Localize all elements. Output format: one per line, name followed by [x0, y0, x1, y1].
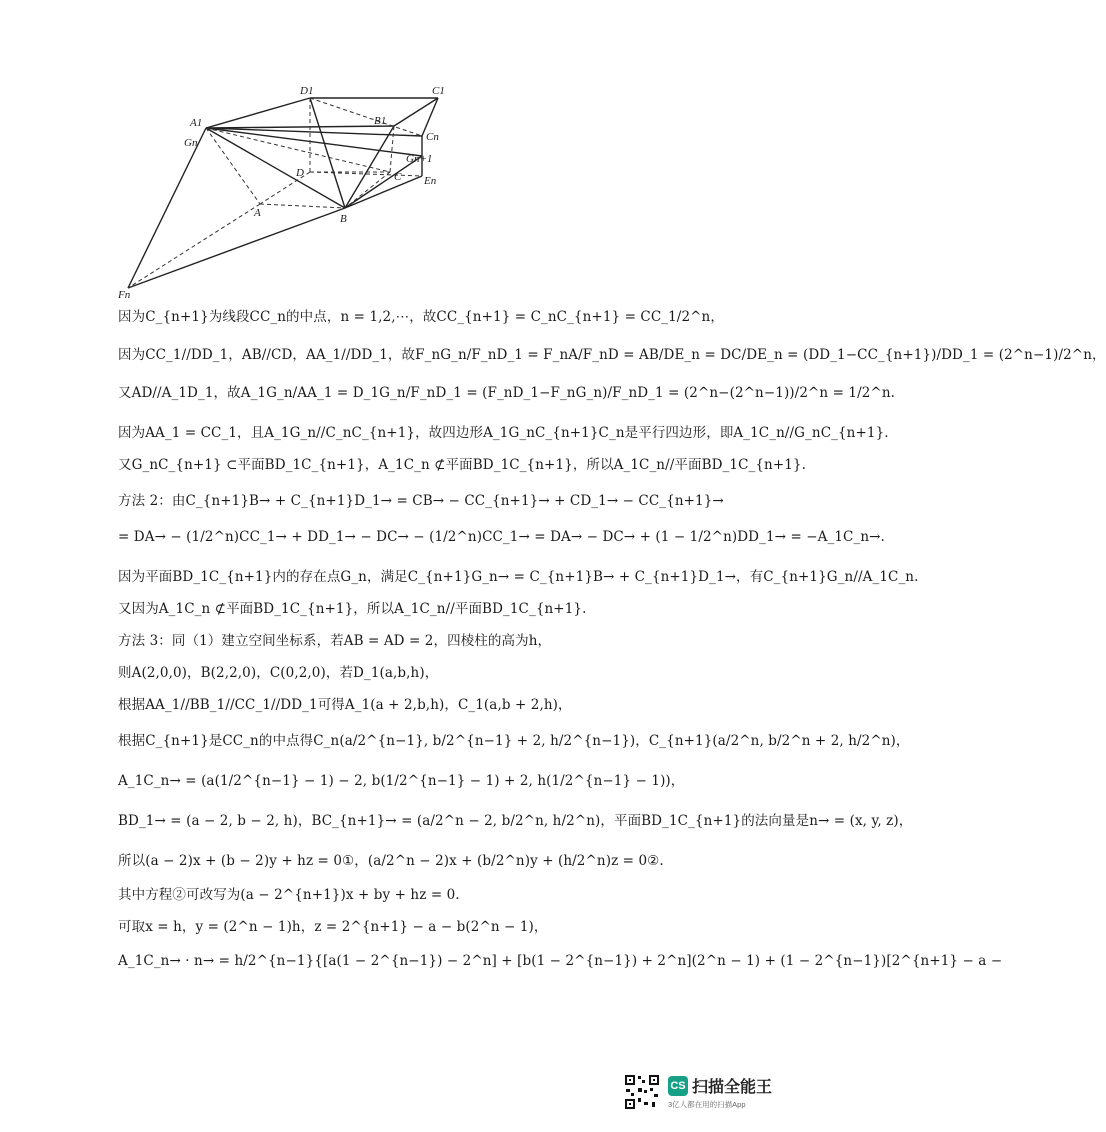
text-line: 又因为A_1C_n ⊄平面BD_1C_{n+1}，所以A_1C_n//平面BD_1C_{n+1}. — [118, 601, 587, 617]
text-line: 根据C_{n+1}是CC_n的中点得C_n(a/2^{n−1}, b/2^{n−1} + 2, h/2^{n−1})，C_{n+1}(a/2^n, b/2^n + 2, h/2^n)， — [118, 733, 910, 749]
prism-diagram — [110, 80, 470, 302]
text-line: = DA→ − (1/2^n)CC_1→ + DD_1→ − DC→ − (1/2^n)CC_1→ = DA→ − DC→ + (1 − 1/2^n)DD_1→ = −A_1C_n→. — [118, 529, 885, 545]
label-Gn1: Gn+1 — [406, 153, 433, 165]
camscanner-logo: CS — [668, 1076, 688, 1096]
label-B1: B1 — [374, 115, 387, 127]
label-C1: C1 — [432, 85, 445, 97]
text-line: 因为AA_1 = CC_1，且A_1G_n//C_nC_{n+1}，故四边形A_1G_nC_{n+1}C_n是平行四边形，即A_1C_n//G_nC_{n+1}. — [118, 425, 889, 441]
text-line: 又AD//A_1D_1，故A_1G_n/AA_1 = D_1G_n/F_nD_1 = (F_nD_1−F_nG_n)/F_nD_1 = (2^n−(2^n−1))/2^n = 1/2^n. — [118, 385, 896, 401]
label-B: B — [340, 213, 347, 225]
brand-name: 扫描全能王 — [692, 1079, 773, 1096]
text-line: 则A(2,0,0)，B(2,2,0)，C(0,2,0)，若D_1(a,b,h)， — [118, 665, 439, 681]
label-D1: D1 — [300, 85, 314, 97]
label-D: D — [296, 167, 304, 179]
text-line: 方法 3：同（1）建立空间坐标系，若AB = AD = 2，四棱柱的高为h， — [118, 633, 552, 649]
text-line: 因为C_{n+1}为线段CC_n的中点，n = 1,2,⋯，故CC_{n+1} = C_nC_{n+1} = CC_1/2^n， — [118, 309, 724, 325]
camscanner-watermark — [624, 1070, 774, 1114]
label-Cn: Cn — [426, 131, 439, 143]
text-line: A_1C_n→ · n→ = h/2^{n−1}{[a(1 − 2^{n−1}) − 2^n] + [b(1 − 2^{n−1}) + 2^n](2^n − 1) + (1 − 2^{n−1})[2^{n+1} − a − — [118, 953, 1003, 969]
label-Fn: Fn — [118, 289, 131, 301]
text-line: 因为平面BD_1C_{n+1}内的存在点G_n，满足C_{n+1}G_n→ = C_{n+1}B→ + C_{n+1}D_1→，有C_{n+1}G_n//A_1C_n. — [118, 569, 919, 585]
text-line: 因为CC_1//DD_1，AB//CD，AA_1//DD_1，故F_nG_n/F_nD_1 = F_nA/F_nD = AB/DE_n = DC/DE_n = (DD_1−CC_{n+1})/DD_1 = (2^n−1)/2^n， — [118, 347, 1106, 363]
text-line: 所以(a − 2)x + (b − 2)y + hz = 0①，(a/2^n − 2)x + (b/2^n)y + (h/2^n)z = 0②. — [118, 853, 664, 869]
label-En: En — [424, 175, 437, 187]
text-line: 方法 2：由C_{n+1}B→ + C_{n+1}D_1→ = CB→ − CC_{n+1}→ + CD_1→ − CC_{n+1}→ — [118, 493, 724, 509]
text-line: BD_1→ = (a − 2, b − 2, h)，BC_{n+1}→ = (a/2^n − 2, b/2^n, h/2^n)，平面BD_1C_{n+1}的法向量是n→ = (x, y, z)， — [118, 813, 913, 829]
brand-tagline: 3亿人都在用的扫描App — [668, 1100, 746, 1109]
geometry-figure — [110, 80, 470, 302]
text-line: 可取x = h，y = (2^n − 1)h，z = 2^{n+1} − a − b(2^n − 1)， — [118, 919, 548, 935]
label-Gn: Gn — [184, 137, 198, 149]
text-line: 其中方程②可改写为(a − 2^{n+1})x + by + hz = 0. — [118, 887, 460, 903]
label-C: C — [394, 171, 402, 183]
text-line: A_1C_n→ = (a(1/2^{n−1} − 1) − 2, b(1/2^{n−1} − 1) + 2, h(1/2^{n−1} − 1))， — [118, 773, 685, 789]
label-A1: A1 — [190, 117, 203, 129]
label-A: A — [254, 207, 261, 219]
qr-code-icon — [624, 1074, 660, 1110]
text-line: 又G_nC_{n+1} ⊂平面BD_1C_{n+1}，A_1C_n ⊄平面BD_1C_{n+1}，所以A_1C_n//平面BD_1C_{n+1}. — [118, 457, 807, 473]
text-line: 根据AA_1//BB_1//CC_1//DD_1可得A_1(a + 2,b,h)，C_1(a,b + 2,h)， — [118, 697, 572, 713]
